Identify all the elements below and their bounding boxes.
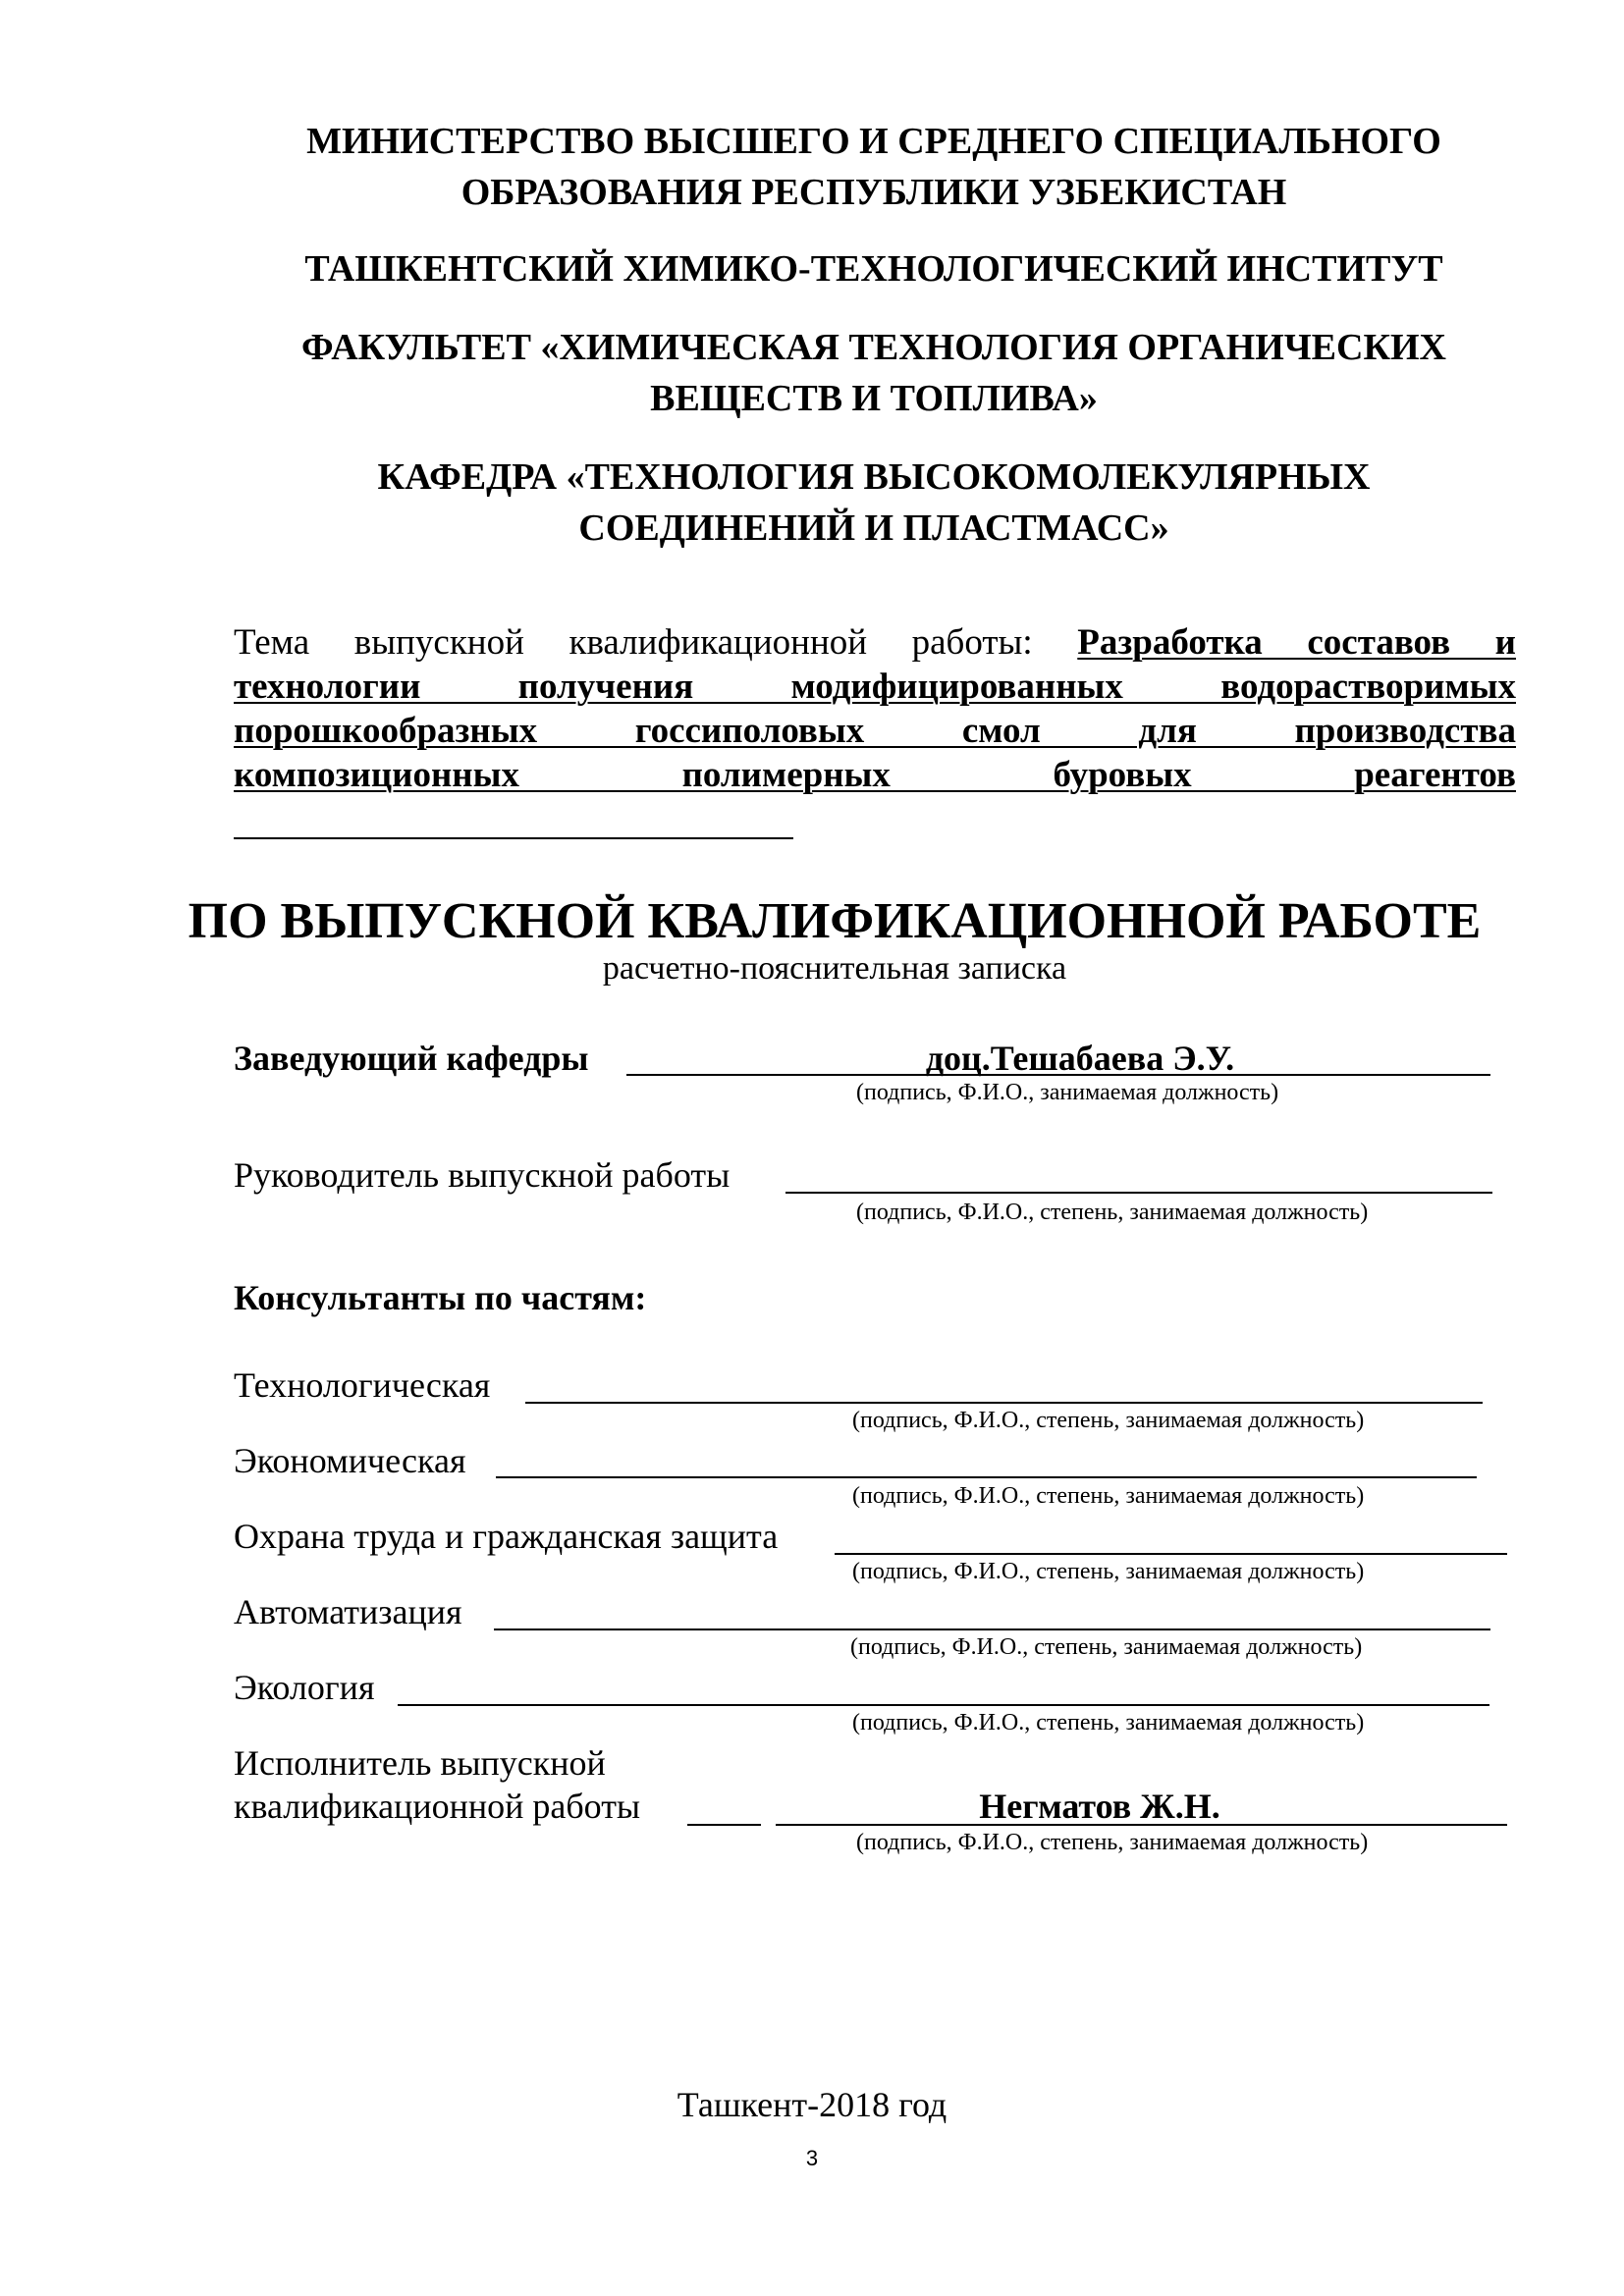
topic-line-1: Разработка составов и (1077, 622, 1517, 663)
ministry-line-1: МИНИСТЕРСТВО ВЫСШЕГО И СРЕДНЕГО СПЕЦИАЛЬНОГО (306, 121, 1441, 162)
performer-caption: (подпись, Ф.И.О., степень, занимаемая должность) (856, 1830, 1369, 1855)
city-year: Ташкент-2018 год (677, 2085, 947, 2124)
consultant-technological-caption: (подпись, Ф.И.О., степень, занимаемая должность) (852, 1408, 1365, 1433)
page-number: 3 (805, 2146, 819, 2170)
supervisor-caption: (подпись, Ф.И.О., степень, занимаемая должность) (856, 1200, 1369, 1225)
topic-line-3: порошкообразных госсиполовых смол для производства (234, 711, 1516, 751)
consultant-technological-label: Технологическая (234, 1365, 491, 1405)
head-caption: (подпись, Ф.И.О., занимаемая должность) (856, 1080, 1279, 1105)
main-title: ПО ВЫПУСКНОЙ КВАЛИФИКАЦИОННОЙ РАБОТЕ (188, 893, 1482, 949)
institute-name: ТАШКЕНТСКИЙ ХИМИКО-ТЕХНОЛОГИЧЕСКИЙ ИНСТИТУТ (304, 248, 1443, 290)
topic-label: Тема выпускной квалификационной работы: (234, 622, 1033, 663)
consultant-technological-line[interactable] (525, 1402, 1483, 1404)
department-line-1: КАФЕДРА «ТЕХНОЛОГИЯ ВЫСОКОМОЛЕКУЛЯРНЫХ (377, 456, 1371, 498)
head-label: Заведующий кафедры (234, 1039, 589, 1078)
performer-label-line-2: квалификационной работы (234, 1787, 641, 1826)
topic-line-2: технологии получения модифицированных водорастворимых (234, 667, 1516, 707)
consultant-automation-caption: (подпись, Ф.И.О., степень, занимаемая должность) (850, 1634, 1363, 1660)
consultant-ecology-caption: (подпись, Ф.И.О., степень, занимаемая должность) (852, 1710, 1365, 1735)
consultant-ecology-label: Экология (234, 1668, 375, 1707)
subtitle: расчетно-пояснительная записка (602, 950, 1067, 987)
consultants-heading: Консультанты по частям: (234, 1278, 647, 1317)
consultant-economic-line[interactable] (496, 1476, 1477, 1478)
consultant-economic-caption: (подпись, Ф.И.О., степень, занимаемая должность) (852, 1483, 1365, 1509)
performer-label-line-1: Исполнитель выпускной (234, 1743, 606, 1783)
faculty-line-1: ФАКУЛЬТЕТ «ХИМИЧЕСКАЯ ТЕХНОЛОГИЯ ОРГАНИЧЕСКИХ (300, 327, 1446, 368)
consultant-labor-protection-line[interactable] (835, 1553, 1507, 1555)
faculty-line-2: ВЕЩЕСТВ И ТОПЛИВА» (650, 378, 1098, 419)
consultant-labor-protection-caption: (подпись, Ф.И.О., степень, занимаемая должность) (852, 1559, 1365, 1584)
consultant-economic-label: Экономическая (234, 1441, 466, 1480)
department-line-2: СОЕДИНЕНИЙ И ПЛАСТМАСС» (578, 507, 1169, 549)
consultant-ecology-line[interactable] (398, 1704, 1489, 1706)
supervisor-signature-line[interactable] (785, 1192, 1492, 1194)
topic-blank-line (234, 837, 793, 839)
supervisor-label: Руководитель выпускной работы (234, 1155, 731, 1195)
ministry-line-2: ОБРАЗОВАНИЯ РЕСПУБЛИКИ УЗБЕКИСТАН (460, 172, 1287, 213)
thesis-topic (234, 620, 1516, 797)
consultant-automation-label: Автоматизация (234, 1592, 462, 1631)
performer-name: Негматов Ж.Н. (979, 1787, 1220, 1826)
head-name: доц.Тешабаева Э.У. (925, 1039, 1235, 1078)
consultant-automation-line[interactable] (494, 1629, 1490, 1630)
consultant-labor-protection-label: Охрана труда и гражданская защита (234, 1517, 779, 1556)
performer-signature-short-line[interactable] (687, 1824, 761, 1826)
topic-line-4: композиционных полимерных буровых реагентов (234, 755, 1516, 795)
